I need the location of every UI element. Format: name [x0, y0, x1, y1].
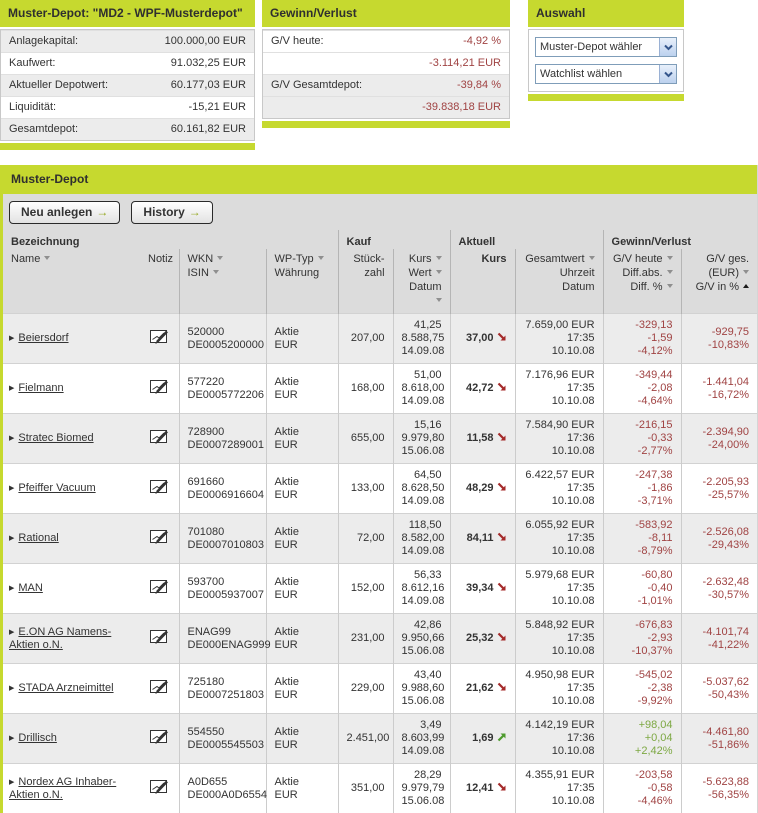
gv-heute-cell: -676,83 -2,93 -10,37% [603, 614, 681, 664]
row-bullet-icon: ▶ [9, 685, 14, 692]
selection-title: Auswahl [528, 0, 684, 27]
col-header-gesamtwert[interactable]: Gesamtwert Uhrzeit Datum [515, 249, 603, 314]
stueckzahl-cell: 133,00 [338, 464, 393, 514]
sort-desc-icon [318, 256, 324, 260]
table-row [3, 414, 757, 464]
col-header-gv-gesamt[interactable]: G/V ges. (EUR) G/V in % [681, 249, 757, 314]
wkn-isin-cell: 593700 DE0005937007 [179, 564, 266, 614]
gain-loss-row [263, 52, 509, 74]
row-bullet-icon: ▶ [9, 585, 14, 592]
col-header-name[interactable]: Name [3, 249, 140, 314]
stock-name-link[interactable]: Drillisch [18, 732, 57, 744]
gv-heute-cell: -216,15 -0,33 -2,77% [603, 414, 681, 464]
col-header-aktuell-kurs: Kurs [450, 249, 515, 314]
stueckzahl-cell: 168,00 [338, 364, 393, 414]
trend-down-icon [497, 483, 507, 495]
table-row [3, 714, 757, 764]
trend-down-icon [497, 633, 507, 645]
summary-panels [0, 0, 758, 150]
table-row [3, 464, 757, 514]
row-bullet-icon: ▶ [9, 335, 14, 342]
aktuell-kurs-cell: 1,69 [450, 714, 515, 764]
kauf-cell: 41,25 8.588,75 14.09.08 [393, 314, 450, 364]
gv-gesamt-cell: -2.526,08 -29,43% [681, 514, 757, 564]
stueckzahl-cell: 655,00 [338, 414, 393, 464]
kauf-cell: 118,50 8.582,00 14.09.08 [393, 514, 450, 564]
positions-table [3, 230, 757, 813]
gesamtwert-cell: 4.355,91 EUR 17:35 10.10.08 [515, 764, 603, 813]
stock-name-link[interactable]: MAN [18, 582, 42, 594]
stueckzahl-cell: 152,00 [338, 564, 393, 614]
table-row [3, 664, 757, 714]
wkn-isin-cell: 725180 DE0007251803 [179, 664, 266, 714]
wkn-isin-cell: 728900 DE0007289001 [179, 414, 266, 464]
gv-heute-cell: -545,02 -2,38 -9,92% [603, 664, 681, 714]
gv-heute-cell: -329,13 -1,59 -4,12% [603, 314, 681, 364]
stock-name-link[interactable]: Pfeiffer Vacuum [18, 482, 95, 494]
row-bullet-icon: ▶ [9, 535, 14, 542]
gain-loss-label: G/V heute: [271, 35, 324, 48]
gv-gesamt-cell: -929,75 -10,83% [681, 314, 757, 364]
watchlist-select[interactable]: Watchlist wählen [535, 64, 677, 84]
group-header-aktuell: Aktuell [450, 230, 603, 249]
gain-loss-body [262, 29, 510, 119]
note-edit-icon[interactable] [150, 630, 169, 648]
kauf-cell: 64,50 8.628,50 14.09.08 [393, 464, 450, 514]
kauf-cell: 42,86 9.950,66 15.06.08 [393, 614, 450, 664]
summary-row [1, 74, 254, 96]
col-header-wkn-isin[interactable]: WKN ISIN [179, 249, 266, 314]
summary-label: Anlagekapital: [9, 35, 78, 48]
aktuell-kurs-cell: 42,72 [450, 364, 515, 414]
gain-loss-panel [262, 0, 510, 128]
wkn-isin-cell: 520000 DE0005200000 [179, 314, 266, 364]
gain-loss-value: -39,84 % [457, 79, 501, 92]
gain-loss-label: G/V Gesamtdepot: [271, 79, 362, 92]
table-row [3, 764, 757, 813]
selection-panel [528, 0, 684, 101]
note-edit-icon[interactable] [150, 730, 169, 748]
row-bullet-icon: ▶ [9, 735, 14, 742]
group-header-gewinn-verlust: Gewinn/Verlust [603, 230, 757, 249]
sort-desc-icon [44, 256, 50, 260]
gesamtwert-cell: 6.055,92 EUR 17:35 10.10.08 [515, 514, 603, 564]
sort-asc-icon [743, 284, 749, 288]
wptyp-waehrung-cell: Aktie EUR [266, 664, 338, 714]
wptyp-waehrung-cell: Aktie EUR [266, 714, 338, 764]
table-row [3, 564, 757, 614]
trend-down-icon [497, 683, 507, 695]
gv-gesamt-cell: -2.632,48 -30,57% [681, 564, 757, 614]
sort-desc-icon [436, 298, 442, 302]
stock-name-link[interactable]: Stratec Biomed [18, 432, 93, 444]
summary-value: -15,21 EUR [189, 101, 246, 114]
sort-desc-icon [436, 270, 442, 274]
stock-name-link[interactable]: E.ON AG Namens-Aktien o.N. [9, 626, 111, 651]
row-bullet-icon: ▶ [9, 485, 14, 492]
gain-loss-row [263, 96, 509, 118]
sort-desc-icon [213, 270, 219, 274]
sort-desc-icon [589, 256, 595, 260]
summary-row [1, 52, 254, 74]
trend-up-icon [497, 733, 507, 745]
aktuell-kurs-cell: 12,41 [450, 764, 515, 813]
wptyp-waehrung-cell: Aktie EUR [266, 614, 338, 664]
col-header-notiz: Notiz [140, 249, 179, 314]
chevron-down-icon [659, 38, 676, 56]
depot-table-title: Muster-Depot [3, 165, 757, 194]
trend-down-icon [497, 383, 507, 395]
summary-label: Aktueller Depotwert: [9, 79, 108, 92]
gain-loss-value: -39.838,18 EUR [422, 101, 501, 114]
arrow-right-icon: → [189, 205, 201, 219]
sort-desc-icon [667, 256, 673, 260]
aktuell-kurs-cell: 84,11 [450, 514, 515, 564]
wptyp-waehrung-cell: Aktie EUR [266, 514, 338, 564]
arrow-right-icon: → [96, 205, 108, 219]
wptyp-waehrung-cell: Aktie EUR [266, 764, 338, 813]
stueckzahl-cell: 2.451,00 [338, 714, 393, 764]
col-header-gv-heute[interactable]: G/V heute Diff.abs. Diff. % [603, 249, 681, 314]
stock-name-link[interactable]: Fielmann [18, 382, 63, 394]
wptyp-waehrung-cell: Aktie EUR [266, 564, 338, 614]
wkn-isin-cell: 691660 DE0006916604 [179, 464, 266, 514]
gesamtwert-cell: 4.142,19 EUR 17:36 10.10.08 [515, 714, 603, 764]
note-edit-icon[interactable] [150, 530, 169, 548]
depot-toolbar [3, 194, 757, 230]
wkn-isin-cell: 701080 DE0007010803 [179, 514, 266, 564]
summary-label: Kaufwert: [9, 57, 55, 70]
wkn-isin-cell: A0D655 DE000A0D6554 [179, 764, 266, 813]
gesamtwert-cell: 6.422,57 EUR 17:35 10.10.08 [515, 464, 603, 514]
panel-bottom-bar [262, 121, 510, 128]
note-edit-icon[interactable] [150, 480, 169, 498]
gain-loss-row [263, 74, 509, 96]
wptyp-waehrung-cell: Aktie EUR [266, 314, 338, 364]
kauf-cell: 43,40 9.988,60 15.06.08 [393, 664, 450, 714]
gv-gesamt-cell: -2.394,90 -24,00% [681, 414, 757, 464]
wkn-isin-cell: 577220 DE0005772206 [179, 364, 266, 414]
table-row [3, 514, 757, 564]
note-edit-icon[interactable] [150, 680, 169, 698]
summary-value: 60.161,82 EUR [171, 123, 246, 136]
gain-loss-title: Gewinn/Verlust [262, 0, 510, 27]
gain-loss-row [263, 30, 509, 52]
wkn-isin-cell: ENAG99 DE000ENAG999 [179, 614, 266, 664]
gv-heute-cell: -60,80 -0,40 -1,01% [603, 564, 681, 614]
stock-name-link[interactable]: Nordex AG Inhaber-Aktien o.N. [9, 776, 116, 801]
gv-heute-cell: +98,04 +0,04 +2,42% [603, 714, 681, 764]
note-edit-icon[interactable] [150, 330, 169, 348]
kauf-cell: 51,00 8.618,00 14.09.08 [393, 364, 450, 414]
depot-summary-title: Muster-Depot: "MD2 - WPF-Musterdepot" [0, 0, 255, 27]
depot-summary-body [0, 29, 255, 141]
aktuell-kurs-cell: 11,58 [450, 414, 515, 464]
row-bullet-icon: ▶ [9, 435, 14, 442]
summary-value: 60.177,03 EUR [171, 79, 246, 92]
trend-down-icon [497, 333, 507, 345]
gesamtwert-cell: 5.979,68 EUR 17:35 10.10.08 [515, 564, 603, 614]
col-header-kauf-kurs-wert-datum[interactable]: Kurs Wert Datum [393, 249, 450, 314]
table-row [3, 364, 757, 414]
muster-depot-select[interactable]: Muster-Depot wähler [535, 37, 677, 57]
trend-down-icon [497, 783, 507, 795]
gv-heute-cell: -349,44 -2,08 -4,64% [603, 364, 681, 414]
gv-gesamt-cell: -4.101,74 -41,22% [681, 614, 757, 664]
group-header-bezeichnung: Bezeichnung [3, 230, 338, 249]
note-edit-icon[interactable] [150, 780, 169, 798]
kauf-cell: 56,33 8.612,16 14.09.08 [393, 564, 450, 614]
gain-loss-value: -4,92 % [463, 35, 501, 48]
gv-gesamt-cell: -1.441,04 -16,72% [681, 364, 757, 414]
note-edit-icon[interactable] [150, 380, 169, 398]
summary-value: 100.000,00 EUR [165, 35, 246, 48]
gv-gesamt-cell: -2.205,93 -25,57% [681, 464, 757, 514]
col-header-wptyp-waehrung[interactable]: WP-Typ Währung [266, 249, 338, 314]
depot-summary-panel [0, 0, 255, 150]
gain-loss-value: -3.114,21 EUR [429, 57, 501, 70]
trend-down-icon [497, 583, 507, 595]
history-button[interactable]: History → [131, 201, 212, 224]
stock-name-link[interactable]: Beiersdorf [18, 332, 68, 344]
panel-bottom-bar [528, 94, 684, 101]
wkn-isin-cell: 554550 DE0005545503 [179, 714, 266, 764]
stock-name-link[interactable]: Rational [18, 532, 58, 544]
wptyp-waehrung-cell: Aktie EUR [266, 414, 338, 464]
aktuell-kurs-cell: 39,34 [450, 564, 515, 614]
summary-value: 91.032,25 EUR [171, 57, 246, 70]
summary-row [1, 30, 254, 52]
summary-label: Gesamtdepot: [9, 123, 78, 136]
gv-heute-cell: -247,38 -1,86 -3,71% [603, 464, 681, 514]
trend-down-icon [497, 433, 507, 445]
gesamtwert-cell: 7.176,96 EUR 17:35 10.10.08 [515, 364, 603, 414]
table-row [3, 314, 757, 364]
aktuell-kurs-cell: 25,32 [450, 614, 515, 664]
aktuell-kurs-cell: 37,00 [450, 314, 515, 364]
sort-desc-icon [436, 256, 442, 260]
stueckzahl-cell: 231,00 [338, 614, 393, 664]
gesamtwert-cell: 5.848,92 EUR 17:35 10.10.08 [515, 614, 603, 664]
wptyp-waehrung-cell: Aktie EUR [266, 464, 338, 514]
chevron-down-icon [659, 65, 676, 83]
depot-table-section [0, 165, 758, 813]
gv-heute-cell: -583,92 -8,11 -8,79% [603, 514, 681, 564]
wptyp-waehrung-cell: Aktie EUR [266, 364, 338, 414]
row-bullet-icon: ▶ [9, 779, 14, 786]
group-header-kauf: Kauf [338, 230, 450, 249]
gesamtwert-cell: 7.584,90 EUR 17:36 10.10.08 [515, 414, 603, 464]
note-edit-icon[interactable] [150, 580, 169, 598]
summary-row [1, 96, 254, 118]
stueckzahl-cell: 72,00 [338, 514, 393, 564]
col-header-stueckzahl: Stück- zahl [338, 249, 393, 314]
sort-desc-icon [667, 270, 673, 274]
aktuell-kurs-cell: 21,62 [450, 664, 515, 714]
stock-name-link[interactable]: STADA Arzneimittel [18, 682, 113, 694]
stueckzahl-cell: 207,00 [338, 314, 393, 364]
new-entry-button[interactable]: Neu anlegen → [9, 201, 120, 224]
gv-gesamt-cell: -5.037,62 -50,43% [681, 664, 757, 714]
aktuell-kurs-cell: 48,29 [450, 464, 515, 514]
sort-desc-icon [667, 284, 673, 288]
row-bullet-icon: ▶ [9, 385, 14, 392]
stueckzahl-cell: 229,00 [338, 664, 393, 714]
kauf-cell: 28,29 9.979,79 15.06.08 [393, 764, 450, 813]
row-bullet-icon: ▶ [9, 629, 14, 636]
trend-down-icon [497, 533, 507, 545]
sort-desc-icon [217, 256, 223, 260]
gv-gesamt-cell: -4.461,80 -51,86% [681, 714, 757, 764]
summary-row [1, 118, 254, 140]
gv-gesamt-cell: -5.623,88 -56,35% [681, 764, 757, 813]
sort-desc-icon [743, 270, 749, 274]
gv-heute-cell: -203,58 -0,58 -4,46% [603, 764, 681, 813]
gesamtwert-cell: 7.659,00 EUR 17:35 10.10.08 [515, 314, 603, 364]
kauf-cell: 15,16 9.979,80 15.06.08 [393, 414, 450, 464]
panel-bottom-bar [0, 143, 255, 150]
stueckzahl-cell: 351,00 [338, 764, 393, 813]
gesamtwert-cell: 4.950,98 EUR 17:35 10.10.08 [515, 664, 603, 714]
table-row [3, 614, 757, 664]
note-edit-icon[interactable] [150, 430, 169, 448]
summary-label: Liquidität: [9, 101, 56, 114]
kauf-cell: 3,49 8.603,99 14.09.08 [393, 714, 450, 764]
